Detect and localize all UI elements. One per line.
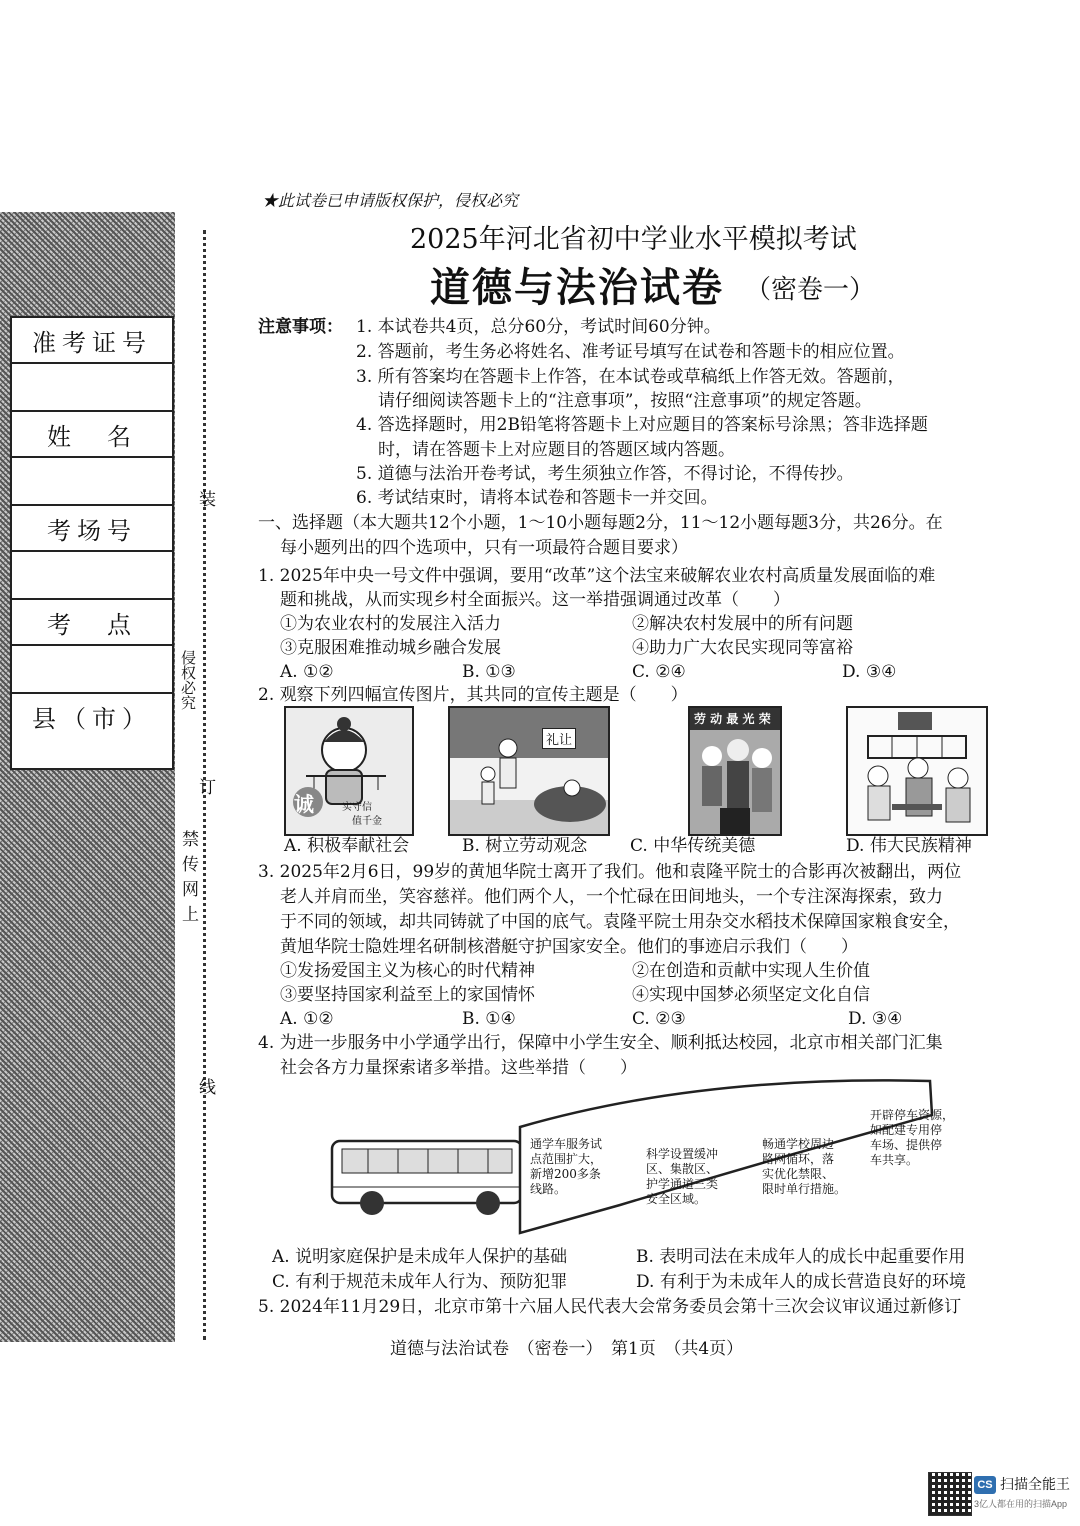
- measure-box-2: [646, 1147, 718, 1207]
- measure-2-line: 护学通道三类: [646, 1177, 719, 1191]
- note-item: 6. 考试结束时，请将本试卷和答题卡一并交回。: [356, 488, 718, 508]
- crossing-scene-icon: [450, 708, 608, 834]
- field-room[interactable]: 考场号: [12, 506, 172, 552]
- field-county[interactable]: 县（市）: [32, 704, 152, 733]
- measure-4-line: 车共享。: [870, 1153, 919, 1167]
- field-site[interactable]: 考 点: [12, 600, 172, 646]
- q1-stem: 1. 2025年中央一号文件中强调，要用“改革”这个法宝来破解农业农村高质量发展面临的难: [258, 566, 936, 586]
- q3-option-a[interactable]: A. ①②: [280, 1009, 334, 1029]
- qr-code-icon: [928, 1472, 972, 1516]
- measure-3-line: 实优化禁限、: [762, 1167, 835, 1181]
- notes-label: 注意事项：: [258, 317, 343, 337]
- field-ticket-number[interactable]: 准考证号: [12, 318, 172, 364]
- measure-2-line: 科学设置缓冲: [646, 1147, 719, 1161]
- q4-option-c[interactable]: C. 有利于规范未成年人行为、预防犯罪: [272, 1272, 568, 1292]
- q3-stem-cont: 于不同的领域，却共同铸就了中国的底气。袁隆平院士用杂交水稻技术保障国家粮食安全，: [280, 912, 960, 932]
- q1-statement: ③克服困难推动城乡融合发展: [280, 638, 501, 658]
- camscanner-logo-icon: CS: [974, 1476, 996, 1494]
- note-item: 2. 答题前，考生务必将姓名、准考证号填写在试卷和答题卡的相应位置。: [356, 342, 905, 362]
- q1-option-c[interactable]: C. ②④: [632, 662, 686, 682]
- q2-stem: 2. 观察下列四幅宣传图片，其共同的宣传主题是（ ）: [258, 685, 688, 705]
- poster-honesty: [284, 706, 414, 836]
- q1-statement: ②解决农村发展中的所有问题: [632, 614, 853, 634]
- school-bus-icon: [332, 1141, 522, 1215]
- q4-option-d[interactable]: D. 有利于为未成年人的成长营造良好的环境: [636, 1272, 966, 1292]
- labour-banner: 劳 动 最 光 荣: [694, 712, 771, 726]
- q3-option-d[interactable]: D. ③④: [848, 1009, 903, 1029]
- q1-statement: ④助力广大农民实现同等富裕: [632, 638, 853, 658]
- q3-statement: ④实现中国梦必须坚定文化自信: [632, 985, 870, 1005]
- q2-option-a[interactable]: A. 积极奉献社会: [284, 836, 410, 856]
- measure-4-line: 车场、提供停: [870, 1138, 943, 1152]
- field-site-blank[interactable]: [12, 646, 172, 694]
- measure-3-line: 畅通学校周边: [762, 1137, 835, 1151]
- scanner-tagline: 3亿人都在用的扫描App: [974, 1499, 1068, 1509]
- q3-statement: ①发扬爱国主义为核心的时代精神: [280, 961, 535, 981]
- paper-title: 道德与法治试卷: [430, 264, 724, 311]
- q1-stem-cont: 题和挑战，从而实现乡村全面振兴。这一举措强调通过改革（ ）: [280, 590, 790, 610]
- note-item: 1. 本试卷共4页，总分60分，考试时间60分钟。: [356, 317, 721, 337]
- poster-labour: [688, 706, 782, 836]
- measure-2-line: 安全区域。: [646, 1192, 707, 1206]
- note-item: 4. 答选择题时，用2B铅笔将答题卡上对应题目的答案标号涂黑；答非选择题: [356, 415, 928, 435]
- q2-option-d[interactable]: D. 伟大民族精神: [846, 836, 972, 856]
- q2-option-b[interactable]: B. 树立劳动观念: [462, 836, 588, 856]
- poster-courtesy: [448, 706, 610, 836]
- q1-option-a[interactable]: A. ①②: [280, 662, 334, 682]
- q3-stem-cont: 老人并肩而坐，笑容慈祥。他们两个人，一个忙碌在田间地头，一个专注深海探索，致力: [280, 887, 943, 907]
- measure-1-line: 通学车服务试: [530, 1137, 603, 1151]
- field-room-blank[interactable]: [12, 552, 172, 600]
- measure-1-line: 点范围扩大，: [530, 1152, 603, 1166]
- honesty-char: 诚: [294, 792, 314, 816]
- section-heading-cont: 每小题列出的四个选项中，只有一项最符合题目要求）: [280, 538, 688, 558]
- q3-option-b[interactable]: B. ①④: [462, 1009, 516, 1029]
- field-name[interactable]: 姓 名: [12, 412, 172, 458]
- binding-label-zhuang: 装: [195, 490, 215, 507]
- q3-option-c[interactable]: C. ②③: [632, 1009, 686, 1029]
- measure-box-3: [762, 1137, 846, 1197]
- exam-title: 2025年河北省初中学业水平模拟考试: [410, 224, 857, 255]
- measure-2-line: 区、集散区、: [646, 1162, 719, 1176]
- measure-4-line: 如配建专用停: [870, 1123, 943, 1137]
- note-item: 3. 所有答案均在答题卡上作答，在本试卷或草稿纸上作答无效。答题前，: [356, 367, 905, 387]
- family-scene-icon: [848, 708, 986, 834]
- note-item: 时，请在答题卡上对应题目的答题区域内答题。: [378, 440, 735, 460]
- binding-label-xian: 线: [195, 1078, 215, 1095]
- section-heading: 一、选择题（本大题共12个小题，1～10小题每题2分，11～12小题每题3分，共26分。在: [258, 513, 943, 533]
- copyright-notice: ★此试卷已申请版权保护，侵权必究: [262, 191, 519, 210]
- poster-family: [846, 706, 988, 836]
- q3-stem-cont: 黄旭华院士隐姓埋名研制核潜艇守护国家安全。他们的事迹启示我们（ ）: [280, 937, 858, 957]
- q1-statement: ①为农业农村的发展注入活力: [280, 614, 501, 634]
- q5-stem: 5. 2024年11月29日，北京市第十六届人民代表大会常务委员会第十三次会议审议通过新修订: [258, 1297, 962, 1317]
- measure-box-4: [870, 1108, 954, 1168]
- courtesy-sign: 礼让: [542, 728, 576, 749]
- binding-label-ding: 订: [195, 778, 215, 795]
- measure-box-1: [530, 1137, 602, 1197]
- measure-4-line: 开辟停车资源，: [870, 1108, 955, 1122]
- q4-stem-cont: 社会各方力量探索诸多举措。这些举措（ ）: [280, 1058, 637, 1078]
- q2-option-c[interactable]: C. 中华传统美德: [630, 836, 756, 856]
- field-ticket-number-blank[interactable]: [12, 364, 172, 412]
- binding-mark: 禁传网上: [178, 830, 198, 930]
- paper-variant: （密卷一）: [745, 275, 876, 305]
- q1-option-b[interactable]: B. ①③: [462, 662, 516, 682]
- binding-warning: 侵权必究: [179, 650, 197, 710]
- q3-stem: 3. 2025年2月6日，99岁的黄旭华院士离开了我们。他和袁隆平院士的合影再次被翻出，两位: [258, 862, 962, 882]
- q3-statement: ②在创造和贡献中实现人生价值: [632, 961, 870, 981]
- honesty-caption: 值千金: [352, 816, 382, 827]
- page-footer: 道德与法治试卷 （密卷一） 第1页 （共4页）: [390, 1339, 744, 1359]
- measure-1-line: 新增200多条: [530, 1167, 601, 1181]
- measure-3-line: 限时单行措施。: [762, 1182, 847, 1196]
- honesty-caption: 实守信: [342, 802, 372, 813]
- measure-1-line: 线路。: [530, 1182, 567, 1196]
- candidate-info-box: [10, 316, 174, 770]
- q4-option-a[interactable]: A. 说明家庭保护是未成年人保护的基础: [272, 1247, 568, 1267]
- measure-3-line: 路网循环，落: [762, 1152, 835, 1166]
- q4-option-b[interactable]: B. 表明司法在未成年人的成长中起重要作用: [636, 1247, 966, 1267]
- q1-option-d[interactable]: D. ③④: [842, 662, 897, 682]
- scanner-brand: 扫描全能王: [1000, 1476, 1070, 1492]
- q3-statement: ③要坚持国家利益至上的家国情怀: [280, 985, 535, 1005]
- q4-stem: 4. 为进一步服务中小学通学出行，保障中小学生安全、顺利抵达校园，北京市相关部门汇集: [258, 1033, 943, 1053]
- note-item: 请仔细阅读答题卡上的“注意事项”，按照“注意事项”的规定答题。: [378, 391, 872, 411]
- note-item: 5. 道德与法治开卷考试，考生须独立作答，不得讨论，不得传抄。: [356, 464, 854, 484]
- field-name-blank[interactable]: [12, 458, 172, 506]
